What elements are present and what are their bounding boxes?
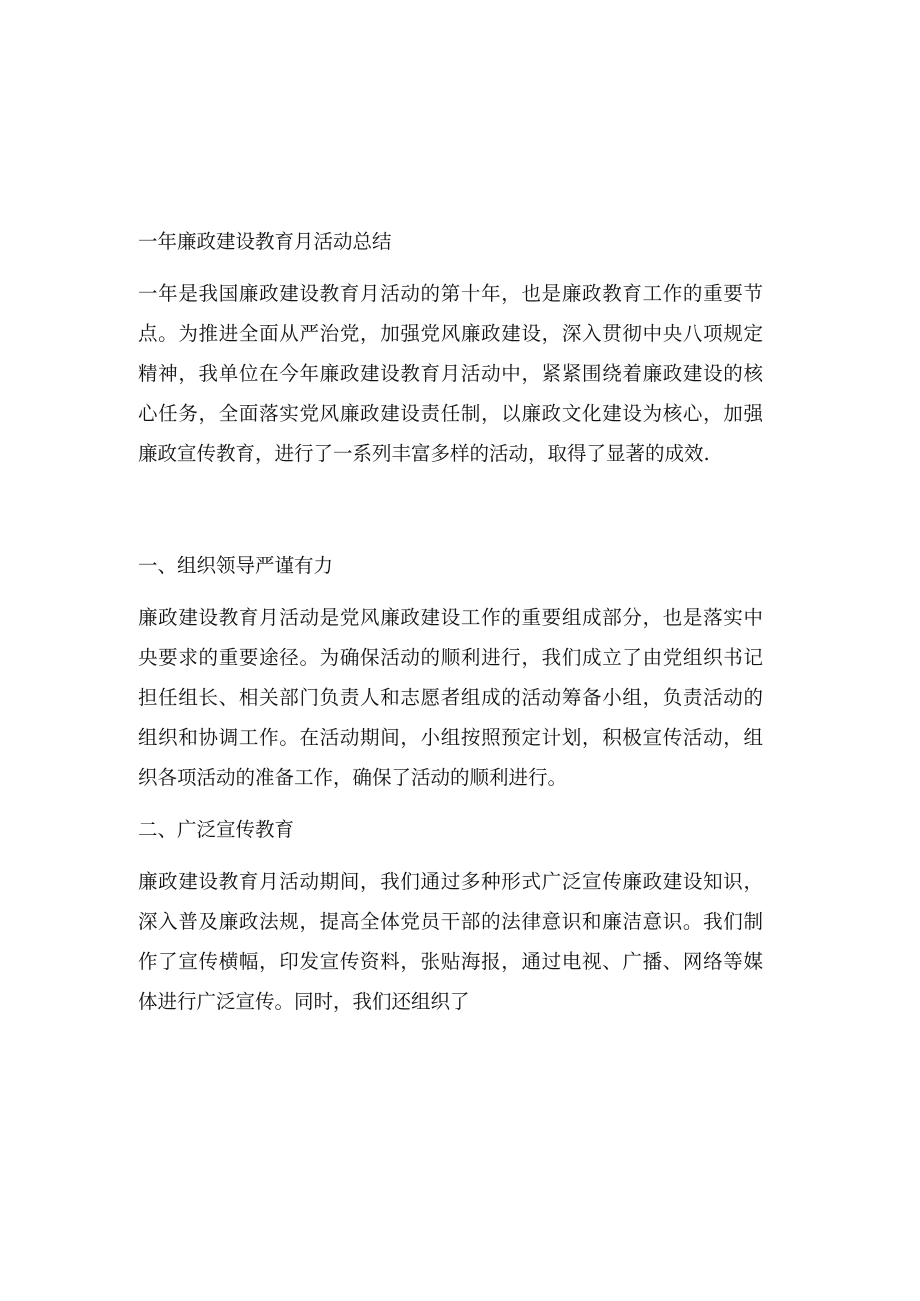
section-1-line: 廉政建设教育月活动是党风廉政建设工作的重要组成部分，也是落实中 [138, 606, 763, 629]
document-body [138, 222, 763, 1022]
section-2-paragraph [138, 862, 763, 1022]
section-2-line: 体进行广泛宣传。同时，我们还组织了 [138, 990, 470, 1013]
section-1-line: 央要求的重要途径。为确保活动的顺利进行，我们成立了由党组织书记 [138, 646, 763, 669]
section-2-line: 廉政建设教育月活动期间，我们通过多种形式广泛宣传廉政建设知识， [138, 870, 763, 893]
intro-line: 一年是我国廉政建设教育月活动的第十年，也是廉政教育工作的重要节 [138, 282, 763, 305]
intro-line: 精神，我单位在今年廉政建设教育月活动中，紧紧围绕着廉政建设的核 [138, 362, 763, 385]
section-1-line: 担任组长、相关部门负责人和志愿者组成的活动筹备小组，负责活动的 [138, 686, 763, 709]
section-1-line: 组织和协调工作。在活动期间，小组按照预定计划，积极宣传活动，组 [138, 726, 763, 749]
section-gap [138, 474, 763, 546]
section-2-line: 作了宣传横幅，印发宣传资料，张贴海报，通过电视、广播、网络等媒 [138, 950, 763, 973]
document-title: 一年廉政建设教育月活动总结 [138, 230, 392, 253]
section-2-heading: 二、广泛宣传教育 [138, 818, 295, 841]
intro-line: 心任务，全面落实党风廉政建设责任制，以廉政文化建设为核心，加强 [138, 402, 763, 425]
section-1-heading: 一、组织领导严谨有力 [138, 554, 334, 577]
intro-line: 点。为推进全面从严治党，加强党风廉政建设，深入贯彻中央八项规定 [138, 322, 763, 345]
intro-paragraph [138, 274, 763, 474]
section-1-line: 织各项活动的准备工作，确保了活动的顺利进行。 [138, 766, 568, 789]
intro-line: 廉政宣传教育，进行了一系列丰富多样的活动，取得了显著的成效. [138, 442, 710, 465]
section-1-paragraph [138, 598, 763, 798]
section-2-line: 深入普及廉政法规，提高全体党员干部的法律意识和廉洁意识。我们制 [138, 910, 763, 933]
